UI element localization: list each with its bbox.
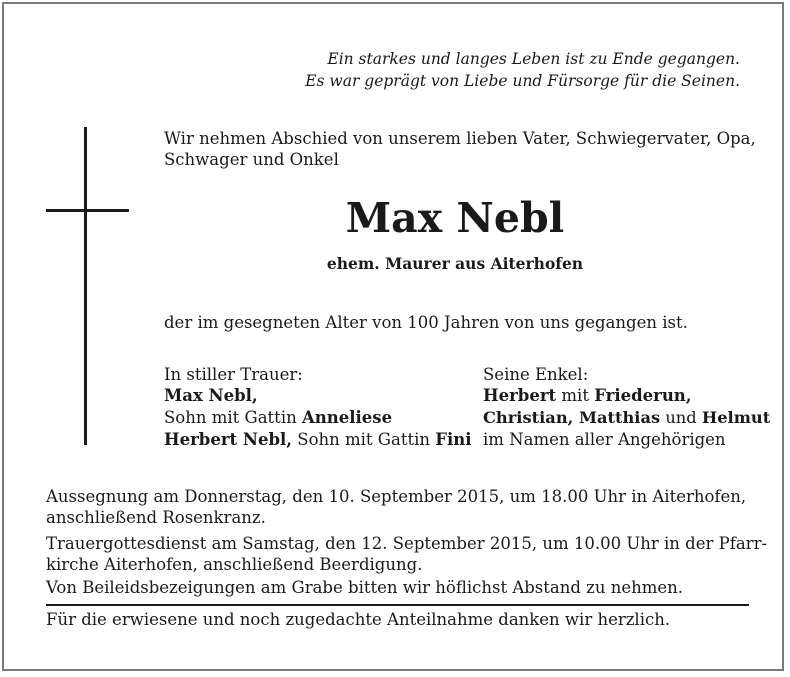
grandchildren-line-1 [483,385,692,406]
intro-line-1: Wir nehmen Abschied von unserem lieben Vater, Schwiegervater, Opa, [164,129,756,148]
obituary-notice [2,2,784,671]
grandchildren-line-2 [483,407,770,428]
grandchild-helmut: Helmut [701,408,771,427]
mourners-left-heading: In stiller Trauer: [164,365,303,384]
service-line-1: Aussegnung am Donnerstag, den 10. September 2015, um 18.00 Uhr in Aiterhofen, [46,487,747,506]
service-line-4: kirche Aiterhofen, anschließend Beerdigung. [46,555,423,574]
grandchild-friederun: Friederun, [594,386,692,405]
mourner-son-2-line [164,429,471,450]
grandchild-join-mit: mit [561,386,589,405]
mourner-son-2-relation: Sohn mit Gattin [297,430,430,449]
service-line-5: Von Beileidsbezeigungen am Grabe bitten wir höflichst Abstand zu nehmen. [46,578,684,597]
mourners-closing: im Namen aller Angehörigen [483,430,726,449]
intro-line-2: Schwager und Onkel [164,150,339,169]
cross-icon [84,127,87,445]
mourners-right-heading: Seine Enkel: [483,365,589,384]
motto-line-2: Es war geprägt von Liebe und Fürsorge für die Seinen. [305,72,740,90]
cross-icon-bar [46,209,129,212]
thanks-line: Für die erwiesene und noch zugedachte Anteilnahme danken wir herzlich. [46,610,671,629]
service-line-2: anschließend Rosenkranz. [46,508,266,527]
divider [46,604,749,606]
motto-line-1: Ein starkes und langes Leben ist zu Ende gegangen. [327,50,740,68]
deceased-description: ehem. Maurer aus Aiterhofen [326,254,584,273]
mourner-son-1-name: Max Nebl, [164,386,258,405]
mourner-son-1-spouse: Anneliese [301,408,393,427]
mourner-son-2-spouse: Fini [435,430,472,449]
grandchild-christian-matthias: Christian, Matthias [483,408,661,427]
deceased-name: Max Nebl [345,194,565,242]
grandchild-herbert: Herbert [483,386,557,405]
mourner-son-1-relation: Sohn mit Gattin [164,408,297,427]
service-line-3: Trauergottesdienst am Samstag, den 12. September 2015, um 10.00 Uhr in der Pfarr- [46,534,768,553]
mourner-son-1-line [164,407,392,428]
grandchild-join-und: und [665,408,697,427]
mourner-son-2-name: Herbert Nebl, [164,430,293,449]
age-statement: der im gesegneten Alter von 100 Jahren von uns gegangen ist. [164,313,688,332]
